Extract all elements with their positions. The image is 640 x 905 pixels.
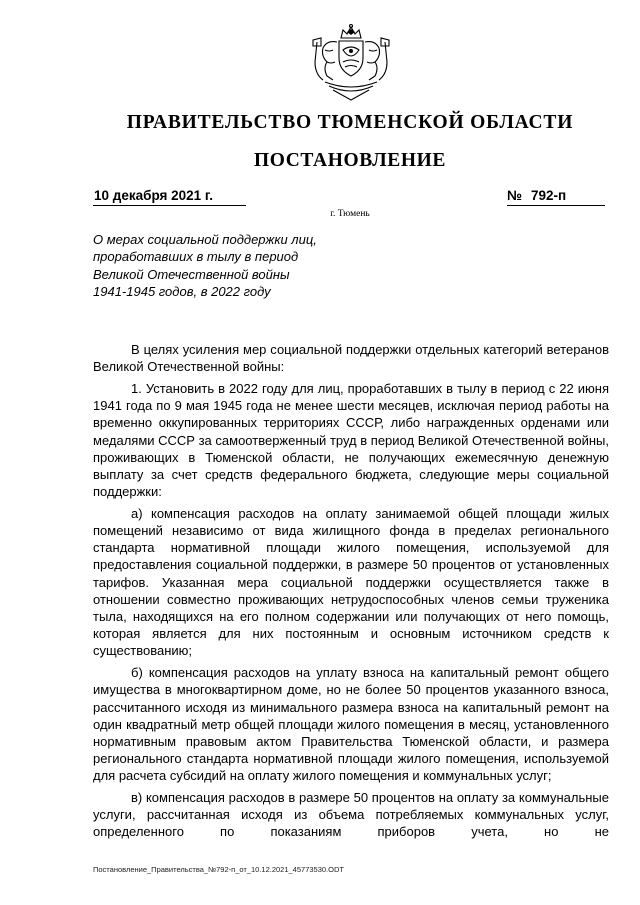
date-text: 10 декабря 2021 г. bbox=[94, 188, 213, 203]
number-sign: № bbox=[507, 188, 523, 203]
document-subject bbox=[93, 231, 393, 301]
coat-of-arms-icon bbox=[303, 22, 399, 104]
subject-line: 1941-1945 годов, в 2022 году bbox=[93, 284, 271, 300]
subject-line: проработавших в тылу в период bbox=[93, 249, 299, 265]
document-type: ПОСТАНОВЛЕНИЕ bbox=[253, 150, 447, 171]
subclause-c-paragraph: в) компенсация расходов в размере 50 процентов на оплату за коммунальные услуги, рассчитанная исходя из объема потребляемых коммунальных услуг, определенного по показаниям приборов учета, но не bbox=[93, 790, 609, 840]
city-label: г. Тюмень bbox=[330, 209, 370, 219]
preamble-paragraph: В целях усиления мер социальной поддержки отдельных категорий ветеранов Великой Отечественной войны: bbox=[93, 342, 609, 375]
subject-line: О мерах социальной поддержки лиц, bbox=[93, 232, 317, 247]
subclause-b-paragraph: б) компенсация расходов на уплату взноса на капитальный ремонт общего имущества в многоквартирном доме, но не более 50 процентов указанного взноса, рассчитанного исходя из минимального размера взноса на капитальный ремонт на один квадратный метр общей площади жилого помещения в месяц, установленного нормативным правовым актом Правительства Тюменской области, и размера регионального стандарта нормативной площади жилого помещения, используемой для расчета субсидий на оплату жилого помещения и коммунальных услуг; bbox=[93, 665, 609, 784]
subclause-a-paragraph: а) компенсация расходов на оплату занимаемой общей площади жилых помещений независимо от вида жилищного фонда в пределах регионального стандарта нормативной площади жилого помещения, используемой для предоставления социальной поддержки, в размере 50 процентов от установленных тарифов. Указанная мера социальной поддержки осуществляется также в отношении совместно проживающих нетрудоспособных членов семьи труженика тыла, находящихся на его полном содержании или получающих от него помощь, которая является для них постоянным и основным источником средств к существованию; bbox=[93, 505, 609, 659]
file-footer: Постановление_Правительства_№792-п_от_10.12.2021_45773530.ODT bbox=[93, 865, 344, 874]
document-body bbox=[93, 341, 609, 845]
clause-1-paragraph: 1. Установить в 2022 году для лиц, проработавших в тылу в период с 22 июня 1941 года по 9 мая 1945 года не менее шести месяцев, исключая период работы на временно оккупированных территориях СССР, либо награжденных орденами или медалями СССР за самоотверженный труд в период Великой Отечественной войны, проживающих в Тюменской области, не получающих ежемесячную денежную выплату за счет средств федерального бюджета, следующие меры социальной поддержки: bbox=[93, 380, 609, 500]
subject-line: Великой Отечественной войны bbox=[93, 266, 290, 282]
government-title: ПРАВИТЕЛЬСТВО ТЮМЕНСКОЙ ОБЛАСТИ bbox=[126, 112, 574, 133]
document-number bbox=[507, 189, 605, 206]
number-value: 792-п bbox=[531, 188, 567, 203]
document-date bbox=[93, 189, 246, 206]
